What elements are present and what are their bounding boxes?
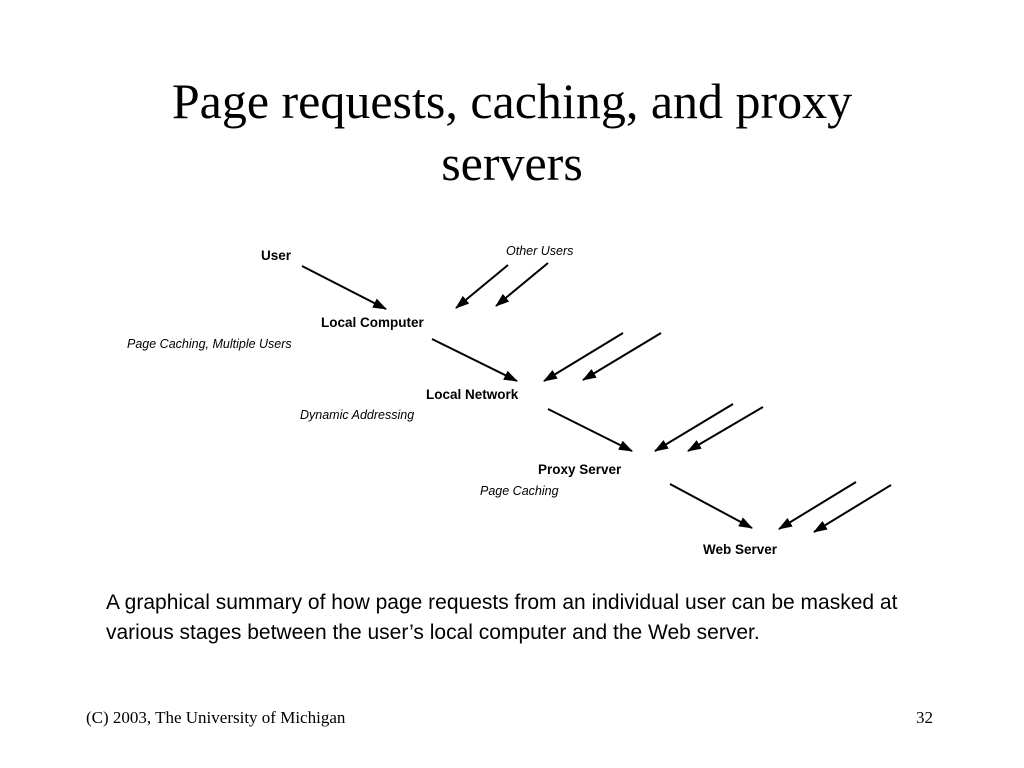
arrow-other-user-2-to-web-server (814, 485, 891, 532)
arrow-local-computer-to-local-network (432, 339, 517, 381)
page-number: 32 (916, 708, 933, 727)
arrow-proxy-server-to-web-server (670, 484, 752, 528)
diagram-caption: A graphical summary of how page requests from an individual user can be masked at various stages between the user’s local computer and the Web server. (106, 591, 898, 644)
slide-title-line-1: Page requests, caching, and proxy (171, 73, 853, 129)
arrow-other-user-2-to-local-network (583, 333, 661, 380)
node-local-network: Local Network (426, 387, 519, 402)
note-local-computer: Page Caching, Multiple Users (127, 337, 292, 351)
arrow-other-user-1-to-proxy-server (655, 404, 733, 451)
arrow-other-user-2-to-proxy-server (688, 407, 763, 451)
arrow-user-to-local-computer (302, 266, 386, 309)
node-web-server: Web Server (703, 542, 778, 557)
note-local-network: Dynamic Addressing (300, 408, 415, 422)
node-user: User (261, 248, 292, 263)
arrow-other-user-1-to-web-server (779, 482, 856, 529)
footer-copyright: (C) 2003, The University of Michigan (86, 708, 346, 727)
node-local-computer: Local Computer (321, 315, 424, 330)
arrow-local-network-to-proxy-server (548, 409, 632, 451)
slide-title-line-2: servers (441, 135, 583, 191)
node-proxy-server: Proxy Server (538, 462, 622, 477)
note-proxy-server: Page Caching (480, 484, 559, 498)
note-other-users: Other Users (506, 244, 574, 258)
arrow-other-user-1-to-local-network (544, 333, 623, 381)
